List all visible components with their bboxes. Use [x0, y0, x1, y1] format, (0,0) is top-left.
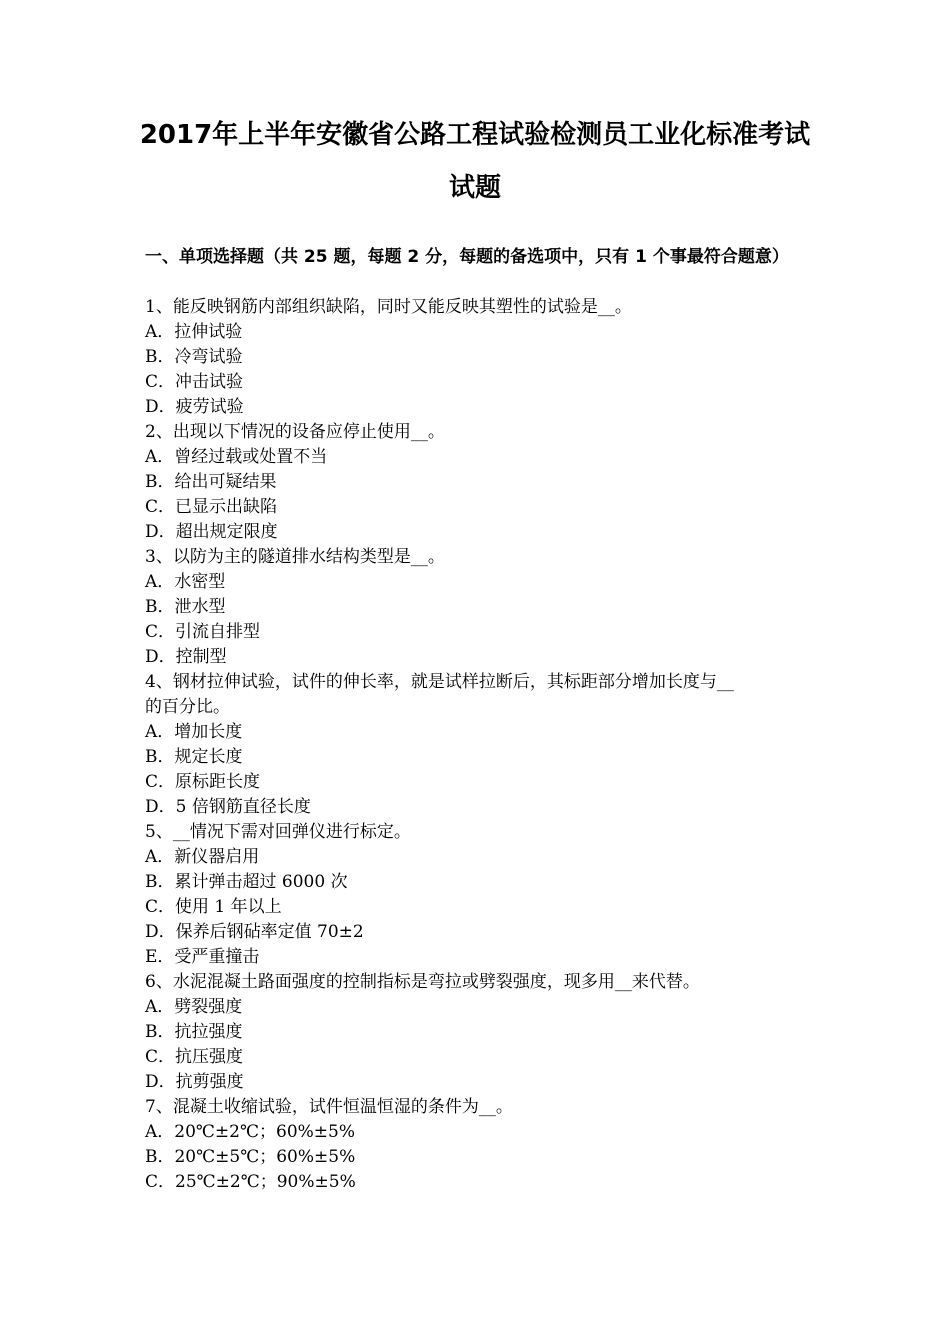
answer-option: D．超出规定限度: [145, 522, 278, 542]
answer-option: A．劈裂强度: [145, 997, 243, 1017]
document-title: 2017年上半年安徽省公路工程试验检测员工业化标准考试: [139, 120, 811, 150]
answer-option: A．20℃±2℃；60%±5%: [145, 1122, 356, 1142]
answer-option: C．引流自排型: [145, 622, 261, 642]
answer-option: C．冲击试验: [145, 372, 244, 392]
answer-option: D．抗剪强度: [145, 1072, 244, 1092]
question-text: 2、出现以下情况的设备应停止使用__。: [145, 422, 445, 442]
question-text: 4、钢材拉伸试验，试件的伸长率，就是试样拉断后，其标距部分增加长度与__: [145, 672, 734, 692]
answer-option: C．使用 1 年以上: [145, 897, 282, 917]
question-text: 5、__情况下需对回弹仪进行标定。: [145, 822, 411, 842]
question-text: 的百分比。: [145, 697, 230, 717]
answer-option: C．原标距长度: [145, 772, 261, 792]
question-text: 3、以防为主的隧道排水结构类型是__。: [145, 547, 445, 567]
answer-option: A．拉伸试验: [145, 322, 243, 342]
answer-option: D．疲劳试验: [145, 397, 244, 417]
question-text: 7、混凝土收缩试验，试件恒温恒湿的条件为__。: [145, 1097, 513, 1117]
answer-option: C．抗压强度: [145, 1047, 244, 1067]
document-title-continued: 试题: [448, 173, 501, 203]
answer-option: B．20℃±5℃；60%±5%: [145, 1147, 356, 1167]
question-text: 6、水泥混凝土路面强度的控制指标是弯拉或劈裂强度，现多用__来代替。: [145, 972, 700, 992]
answer-option: B．规定长度: [145, 747, 243, 767]
question-text: 1、能反映钢筋内部组织缺陷，同时又能反映其塑性的试验是__。: [145, 297, 632, 317]
section-heading: 一、单项选择题（共 25 题，每题 2 分，每题的备选项中，只有 1 个事最符合题意）: [145, 247, 789, 267]
question-list: [145, 295, 815, 1195]
answer-option: E．受严重撞击: [145, 947, 260, 967]
answer-option: C．25℃±2℃；90%±5%: [145, 1172, 356, 1192]
answer-option: A．增加长度: [145, 722, 243, 742]
answer-option: B．抗拉强度: [145, 1022, 243, 1042]
answer-option: C．已显示出缺陷: [145, 497, 278, 517]
answer-option: B．泄水型: [145, 597, 226, 617]
answer-option: D．保养后钢砧率定值 70±2: [145, 922, 364, 942]
answer-option: D．5 倍钢筋直径长度: [145, 797, 311, 817]
answer-option: B．累计弹击超过 6000 次: [145, 872, 348, 892]
answer-option: A．新仪器启用: [145, 847, 260, 867]
answer-option: B．冷弯试验: [145, 347, 243, 367]
answer-option: D．控制型: [145, 647, 227, 667]
answer-option: A．水密型: [145, 572, 226, 592]
answer-option: A．曾经过载或处置不当: [145, 447, 328, 467]
answer-option: B．给出可疑结果: [145, 472, 277, 492]
